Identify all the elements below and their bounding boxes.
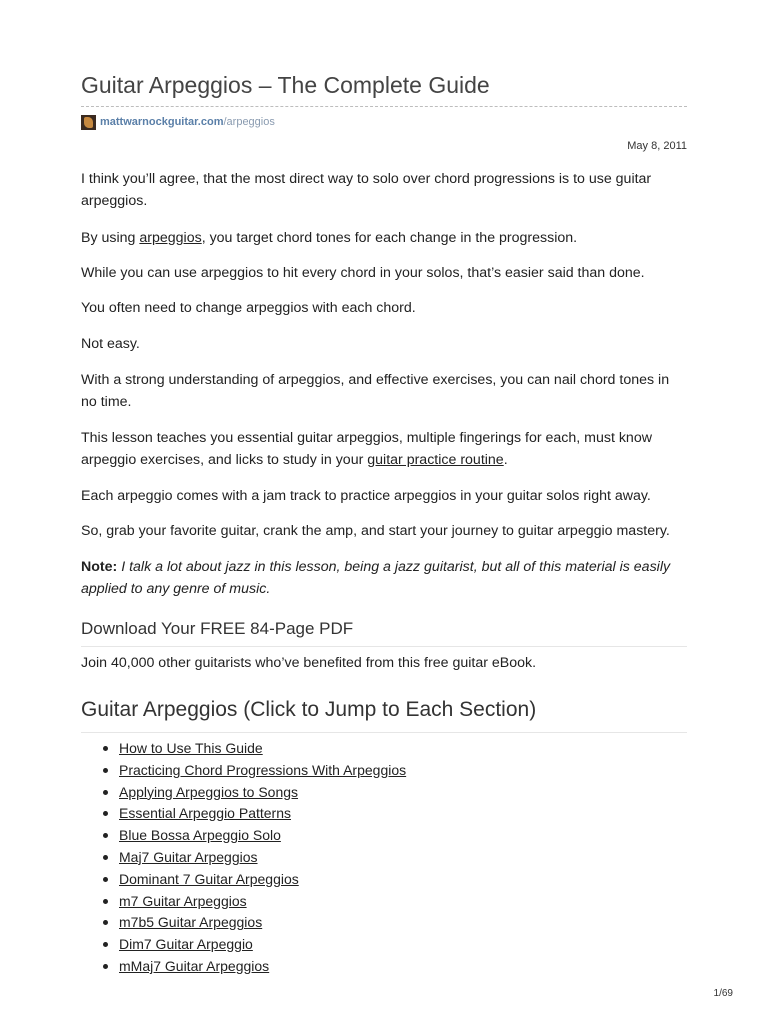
- paragraph: You often need to change arpeggios with each chord.: [81, 300, 416, 316]
- toc-list: [101, 738, 406, 978]
- toc-link-dim7[interactable]: Dim7 Guitar Arpeggio: [119, 936, 253, 953]
- toc-link-dominant-7[interactable]: Dominant 7 Guitar Arpeggios: [119, 870, 299, 887]
- download-divider: [81, 646, 687, 647]
- toc-item: [101, 803, 406, 825]
- toc-item: [101, 760, 406, 782]
- bullet-icon: [103, 920, 108, 925]
- note-text: I talk a lot about jazz in this lesson, being a jazz guitarist, but all of this material is easily applied to any genre of music.: [81, 559, 671, 597]
- toc-link-m7[interactable]: m7 Guitar Arpeggios: [119, 892, 247, 909]
- title-divider: [81, 106, 687, 107]
- toc-item: [101, 869, 406, 891]
- toc-item: [101, 738, 406, 760]
- toc-link-applying-songs[interactable]: Applying Arpeggios to Songs: [119, 783, 299, 800]
- toc-link-essential-patterns[interactable]: Essential Arpeggio Patterns: [119, 805, 291, 822]
- toc-item: [101, 956, 406, 978]
- lesson-paragraph: [81, 427, 687, 471]
- bullet-icon: [103, 833, 108, 838]
- bullet-icon: [103, 855, 108, 860]
- bullet-icon: [103, 768, 108, 773]
- page-title: Guitar Arpeggios – The Complete Guide: [81, 72, 490, 98]
- source-link[interactable]: [81, 113, 275, 131]
- bullet-icon: [103, 899, 108, 904]
- bullet-icon: [103, 746, 108, 751]
- bullet-icon: [103, 942, 108, 947]
- toc-link-mmaj7[interactable]: mMaj7 Guitar Arpeggios: [119, 957, 270, 974]
- toc-item: [101, 782, 406, 804]
- publish-date: May 8, 2011: [627, 140, 687, 152]
- arpeggios-paragraph: [81, 227, 687, 249]
- page-indicator: 1/69: [713, 988, 733, 999]
- bullet-icon: [103, 877, 108, 882]
- toc-link-blue-bossa[interactable]: Blue Bossa Arpeggio Solo: [119, 827, 281, 844]
- toc-link-chord-progressions[interactable]: Practicing Chord Progressions With Arpeggios: [119, 761, 407, 778]
- practice-routine-link[interactable]: guitar practice routine: [367, 452, 504, 468]
- paragraph: So, grab your favorite guitar, crank the amp, and start your journey to guitar arpeggio mastery.: [81, 523, 670, 539]
- note-paragraph: [81, 556, 687, 600]
- arpeggios-link[interactable]: arpeggios: [139, 230, 202, 246]
- toc-item: [101, 934, 406, 956]
- paragraph-text: .: [503, 452, 508, 468]
- bullet-icon: [103, 790, 108, 795]
- source-domain[interactable]: mattwarnockguitar.com: [100, 116, 224, 128]
- note-label: Note:: [81, 559, 118, 575]
- guitar-site-favicon-icon: [81, 115, 96, 130]
- paragraph: While you can use arpeggios to hit every chord in your solos, that’s easier said than done.: [81, 265, 645, 281]
- bullet-icon: [103, 964, 108, 969]
- paragraph: Not easy.: [81, 336, 140, 352]
- toc-link-how-to-use[interactable]: How to Use This Guide: [119, 740, 263, 756]
- toc-item: [101, 891, 406, 913]
- paragraph: With a strong understanding of arpeggios, and effective exercises, you can nail chord tones in no time.: [81, 372, 670, 410]
- paragraph-text: , you target chord tones for each change in the progression.: [201, 230, 578, 246]
- toc-divider: [81, 732, 687, 733]
- toc-item: [101, 912, 406, 934]
- paragraph-text: This lesson teaches you essential guitar arpeggios, multiple fingerings for each, must know arpeggio exercises, and licks to study in your: [81, 430, 652, 468]
- paragraph: Each arpeggio comes with a jam track to practice arpeggios in your guitar solos right away.: [81, 488, 651, 504]
- source-path[interactable]: /arpeggios: [223, 116, 275, 128]
- toc-heading: Guitar Arpeggios (Click to Jump to Each Section): [81, 698, 537, 721]
- toc-link-m7b5[interactable]: m7b5 Guitar Arpeggios: [119, 914, 263, 931]
- download-heading: Download Your FREE 84-Page PDF: [81, 619, 354, 638]
- toc-link-maj7[interactable]: Maj7 Guitar Arpeggios: [119, 848, 258, 865]
- intro-paragraph: I think you’ll agree, that the most direct way to solo over chord progressions is to use guitar arpeggios.: [81, 171, 652, 209]
- toc-item: [101, 825, 406, 847]
- toc-item: [101, 847, 406, 869]
- paragraph-text: By using: [81, 230, 140, 246]
- download-text: Join 40,000 other guitarists who’ve benefited from this free guitar eBook.: [81, 655, 537, 671]
- bullet-icon: [103, 811, 108, 816]
